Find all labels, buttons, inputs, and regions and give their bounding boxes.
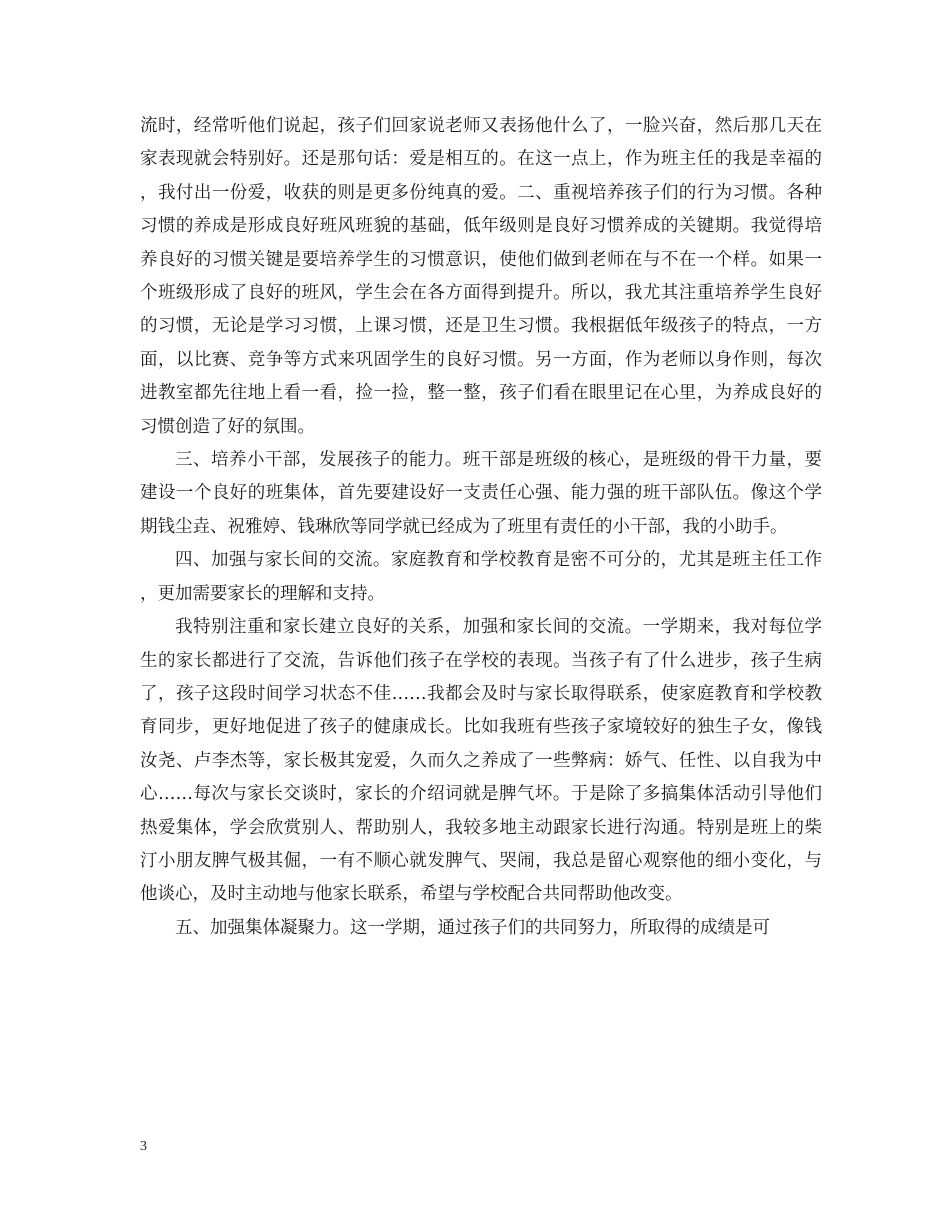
- paragraph-2: 三、培养小干部，发展孩子的能力。班干部是班级的核心，是班级的骨干力量，要建设一个良好的班集体，首先要建设好一支责任心强、能力强的班干部队伍。像这个学期钱尘垚、祝雅婷、钱琳欣等同学就已经成为了班里有责任的小干部，我的小助手。: [140, 450, 822, 537]
- paragraph-4: 我特别注重和家长建立良好的关系，加强和家长间的交流。一学期来，我对每位学生的家长都进行了交流，告诉他们孩子在学校的表现。当孩子有了什么进步，孩子生病了，孩子这段时间学习状态不佳……我都会及时与家长取得联系，使家庭教育和学校教育同步，更好地促进了孩子的健康成长。比如我班有些孩子家境较好的独生子女，像钱汝尧、卢李杰等，家长极其宠爱，久而久之养成了一些弊病：娇气、任性、以自我为中心……每次与家长交谈时，家长的介绍词就是脾气坏。于是除了多搞集体活动引导他们热爱集体，学会欣赏别人、帮助别人，我较多地主动跟家长进行沟通。特别是班上的柴汀小朋友脾气极其倔，一有不顺心就发脾气、哭闹，我总是留心观察他的细小变化，与他谈心，及时主动地与他家长联系，希望与学校配合共同帮助他改变。: [140, 617, 822, 905]
- paragraph-1: 流时，经常听他们说起，孩子们回家说老师又表扬他什么了，一脸兴奋，然后那几天在家表现就会特别好。还是那句话：爱是相互的。在这一点上，作为班主任的我是幸福的，我付出一份爱，收获的则是更多份纯真的爱。二、重视培养孩子们的行为习惯。各种习惯的养成是形成良好班风班貌的基础，低年级则是良好习惯养成的关键期。我觉得培养良好的习惯关键是要培养学生的习惯意识，使他们做到老师在与不在一个样。如果一个班级形成了良好的班风，学生会在各方面得到提升。所以，我尤其注重培养学生良好的习惯，无论是学习习惯，上课习惯，还是卫生习惯。我根据低年级孩子的特点，一方面，以比赛、竞争等方式来巩固学生的良好习惯。另一方面，作为老师以身作则，每次进教室都先往地上看一看，捡一捡，整一整，孩子们看在眼里记在心里，为养成良好的习惯创造了好的氛围。: [140, 116, 822, 437]
- document-body: [140, 110, 822, 945]
- paragraph-3: 四、加强与家长间的交流。家庭教育和学校教育是密不可分的，尤其是班主任工作，更加需要家长的理解和支持。: [140, 550, 822, 604]
- page-number: 3: [140, 1139, 147, 1154]
- paragraph-5: 五、加强集体凝聚力。这一学期，通过孩子们的共同努力，所取得的成绩是可: [175, 917, 770, 938]
